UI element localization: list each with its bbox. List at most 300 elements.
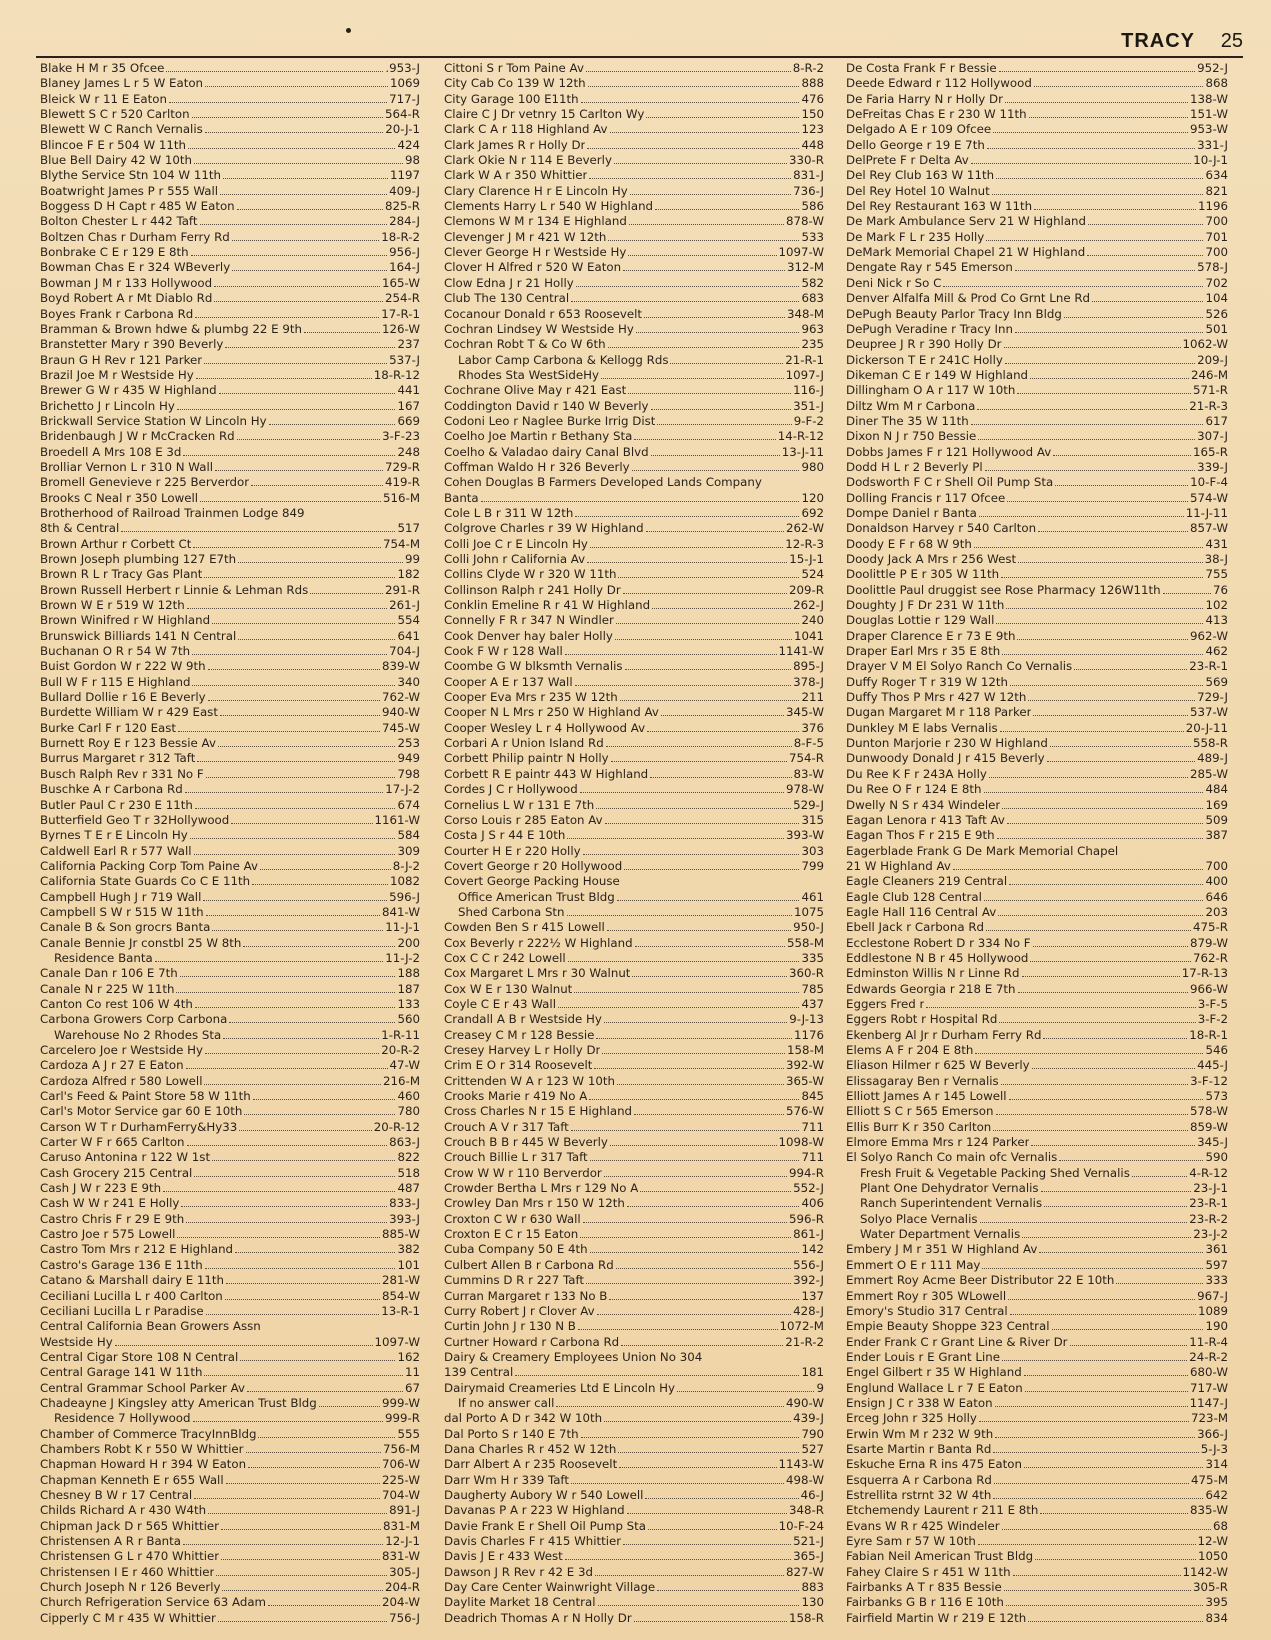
listing-name: Dengate Ray r 545 Emerson [846,260,1013,275]
listing-name: Coelho Joe Martin r Bethany Sta [444,429,633,444]
listing-entry [40,1442,420,1457]
dot-leader [195,1007,396,1008]
listing-name: Braun G H Rev r 121 Parker [40,352,203,367]
dot-leader [627,1513,787,1514]
listing-name: Emory's Studio 317 Central [846,1303,1008,1318]
listing-name: Davis J E r 433 West [444,1549,563,1564]
phone-number: 953-W [1190,122,1228,137]
listing-entry [846,537,1228,552]
dot-leader [193,547,381,548]
listing-entry [40,874,420,889]
dot-leader [982,1268,1203,1269]
listing-entry [40,1304,420,1319]
listing-entry [40,460,420,475]
dot-leader [985,470,1195,471]
dot-leader [268,1605,380,1606]
listing-name: Cooper Eva Mrs r 235 W 12th [444,690,618,705]
phone-number: 1097-W [374,1334,420,1349]
phone-number: 702 [1205,275,1228,290]
listing-name: Banta [444,490,479,505]
phone-number: 23-J-2 [1193,1227,1228,1242]
listing-entry [40,705,420,720]
listing-entry [846,690,1228,705]
phone-number: 437 [801,996,824,1011]
listing-name: Dairy & Creamery Employees Union No 304 [444,1349,703,1364]
dot-leader [251,485,383,486]
phone-number: 211 [801,690,824,705]
listing-name: Dugan Margaret M r 118 Parker [846,705,1032,720]
listing-entry [444,1227,824,1242]
phone-number: 967-J [1197,1288,1228,1303]
page-number: 25 [1220,30,1243,52]
listing-entry [40,598,420,613]
phone-number: 490-W [786,1395,824,1410]
phone-number: 878-W [786,214,824,229]
phone-number: 546 [1205,1043,1228,1057]
listing-entry [846,1519,1228,1534]
listing-name: Eggers Robt r Hospital Rd [846,1012,998,1027]
listing-name: Bullard Dollie r 16 E Beverly [40,690,206,705]
listing-entry [40,245,420,260]
phone-number: 393-J [389,1211,420,1226]
phone-number: 509 [1205,812,1228,827]
dot-leader [589,178,791,179]
phone-number: 475-R [1193,920,1228,935]
listing-entry [444,1473,824,1488]
listing-name: Dixon N J r 750 Bessie [846,429,977,444]
listing-name: Boltzen Chas r Durham Ferry Rd [40,229,230,244]
phone-number: 825-R [385,199,420,214]
listing-entry [846,1304,1228,1319]
listing-entry [444,920,824,935]
listing-entry [40,445,420,460]
listing-entry [444,736,824,751]
dot-leader [177,409,396,410]
dot-leader [252,884,388,885]
listing-name: Dairymaid Creameries Ltd E Lincoln Hy [444,1380,676,1395]
dot-leader [1033,946,1188,947]
listing-name: Club The 130 Central [444,291,570,306]
listing-entry [444,1534,824,1549]
listing-entry [846,1150,1228,1165]
listing-entry [40,307,420,322]
dot-leader [216,1575,387,1576]
listing-name: Residence 7 Hollywood [54,1411,191,1426]
listing-entry [40,613,420,628]
listing-entry [40,260,420,275]
listing-name: Denver Alfalfa Mill & Prod Co Grnt Lne Rd [846,291,1091,306]
listing-entry [846,1611,1228,1626]
phone-number: 854-W [382,1288,420,1303]
phone-number: 9-J-13 [789,1012,824,1027]
listing-entry [40,122,420,137]
listing-entry [40,184,420,199]
dot-leader [984,900,1204,901]
page-header [36,28,1243,58]
listing-entry [444,798,824,813]
phone-number: 1075 [793,904,824,919]
dot-leader [208,1513,387,1514]
phone-number: 1072-M [779,1319,824,1334]
listing-name: Broedell A Mrs 108 E 3d [40,444,182,459]
dot-leader [1002,1360,1187,1361]
dot-leader [655,209,799,210]
dot-leader [212,1160,395,1161]
listing-entry [846,1104,1228,1119]
listing-name: Doody Jack A Mrs r 256 West [846,552,1017,566]
listing-entry [846,936,1228,951]
phone-number: 138-W [1190,91,1228,106]
phone-number: 569 [1205,674,1228,689]
listing-entry [846,291,1228,306]
phone-number: 10-F-24 [778,1518,824,1533]
listing-entry [444,1319,824,1334]
phone-number: 798 [397,766,420,781]
listing-name: Edminston Willis N r Linne Rd [846,966,1020,981]
dot-leader [998,915,1203,916]
dot-leader [556,1406,784,1407]
listing-entry [444,122,824,137]
phone-number: 799 [801,858,824,873]
listing-entry [846,1043,1228,1058]
listing-name: Crowley Dan Mrs r 150 W 12th [444,1196,625,1211]
dot-leader [657,424,791,425]
phone-number: 785 [801,981,824,996]
listing-name: Clark James R r Holly Dr [444,137,586,152]
phone-number: 560 [397,1012,420,1027]
listing-entry [444,890,824,905]
phone-number: 431 [1205,536,1228,551]
listing-name: Ekenberg Al Jr r Durham Ferry Rd [846,1027,1042,1042]
phone-number: 360-R [789,966,824,981]
listing-name: Campbell Hugh J r 719 Wall [40,889,202,904]
dot-leader [645,1498,798,1499]
listing-name: Cox Margaret L Mrs r 30 Walnut [444,966,631,981]
dot-leader [1064,317,1204,318]
phone-number: 9 [816,1380,824,1395]
dot-leader [1002,1529,1211,1530]
listing-entry [40,1503,420,1518]
listing-name: Fabian Neil American Trust Bldg [846,1549,1034,1564]
listing-entry [444,1457,824,1472]
listing-name: Elmore Emma Mrs r 124 Parker [846,1135,1030,1150]
dot-leader [180,976,396,977]
phone-number: 711 [801,1119,824,1134]
listing-entry [846,276,1228,291]
listing-entry [40,368,420,383]
listing-entry [846,353,1228,368]
phone-number: 167 [397,398,420,413]
listing-name: Doolittle P E r 305 W 11th [846,567,1000,582]
phone-number: 888 [801,76,824,91]
listing-name: Erwin Wm M r 232 W 9th [846,1426,994,1441]
listing-entry [846,214,1228,229]
listing-name: Blewett S C r 520 Carlton [40,107,190,122]
dot-leader [1059,1160,1203,1161]
dot-leader [634,1114,784,1115]
dot-leader [1009,884,1203,885]
listing-name: Del Rey Club 163 W 11th [846,168,995,183]
listing-name: Cochrane Olive May r 421 East [444,383,627,398]
listing-entry [40,1074,420,1089]
dot-leader [1006,1605,1204,1606]
dot-leader [646,531,784,532]
listing-entry [846,429,1228,444]
listing-name: Ranch Superintendent Vernalis [860,1196,1043,1211]
listing-name: Daugherty Aubory W r 540 Lowell [444,1487,644,1502]
dot-leader [616,623,800,624]
listing-entry [40,1196,420,1211]
listing-name: Chipman Jack D r 565 Whittier [40,1518,219,1533]
dot-leader [617,900,800,901]
dot-leader [225,1299,380,1300]
phone-number: 284-J [389,214,420,229]
dot-leader [215,470,383,471]
listing-name: Cooper A E r 137 Wall [444,674,573,689]
listing-entry [444,245,824,260]
phone-number: 392-W [786,1058,824,1073]
dot-leader [992,194,1204,195]
dot-leader [1041,1191,1192,1192]
dot-leader [192,654,387,655]
listing-name: Clements Harry L r 540 W Highland [444,199,654,214]
listing-entry [846,1289,1228,1304]
phone-number: 98 [404,153,420,168]
dot-leader [987,148,1195,149]
phone-number: 309 [397,843,420,858]
listing-entry [40,1611,420,1626]
listing-entry [846,982,1228,997]
phone-number: 11 [404,1365,420,1380]
listing-name: Childs Richard A r 430 W4th [40,1503,207,1518]
listing-entry [444,214,824,229]
phone-number: 345-J [1197,1135,1228,1150]
phone-number: 12-J-1 [385,1534,420,1548]
phone-number: 20-R-12 [373,1119,420,1134]
dot-leader [590,547,783,548]
listing-name: Deede Edward r 112 Hollywood [846,76,1032,91]
dot-leader [601,378,784,379]
listing-entry [444,1519,824,1534]
listing-entry [40,322,420,337]
listing-entry [846,1012,1228,1027]
listing-entry [444,1442,824,1457]
listing-entry [40,537,420,552]
listing-name: Blue Bell Dairy 42 W 10th [40,153,192,168]
listing-name: Deni Nick r So C [846,275,942,290]
phone-number: 133 [397,996,420,1011]
dot-leader [996,1114,1189,1115]
listing-entry [40,644,420,659]
listing-entry [444,1273,824,1288]
listing-entry [444,690,824,705]
dot-leader [997,838,1204,839]
listing-entry [444,475,824,490]
phone-number: 895-J [793,659,824,674]
dot-leader [222,1590,383,1591]
phone-number: 999-R [385,1411,420,1426]
dot-leader [231,823,372,824]
listing-name: Collinson Ralph r 241 Holly Dr [444,582,621,597]
phone-number: 8-F-5 [793,736,824,751]
dot-leader [616,1268,791,1269]
listing-name: Daylite Market 18 Central [444,1595,596,1610]
listing-entry [846,644,1228,659]
listing-name: Branstetter Mary r 390 Beverly [40,337,224,352]
listing-entry [846,475,1228,490]
phone-number: 966-W [1190,981,1228,996]
phone-number: 586 [801,199,824,214]
dot-leader [247,1391,403,1392]
dot-leader [620,700,800,701]
listing-name: Del Rey Hotel 10 Walnut [846,183,990,198]
dot-leader [634,1621,787,1622]
dot-leader [205,132,383,133]
phone-number: 419-R [385,475,420,490]
listing-name: Cresey Harvey L r Holly Dr [444,1043,601,1057]
phone-number: 351-J [793,398,824,413]
listing-entry [846,76,1228,91]
dot-leader [176,992,395,993]
dot-leader [204,577,395,578]
listing-name: Fairbanks G B r 116 E 10th [846,1595,1004,1610]
dot-leader [1028,700,1195,701]
listing-entry [846,414,1228,429]
dot-leader [177,1237,380,1238]
phone-number: 1050 [1197,1549,1228,1564]
phone-number: 21-R-1 [785,352,824,367]
listing-entry [40,1335,420,1350]
phone-number: 729-J [1197,690,1228,705]
listing-entry [444,1580,824,1595]
phone-number: 461 [801,889,824,904]
phone-number: 123 [801,122,824,137]
phone-number: 700 [1205,214,1228,229]
dot-leader [187,608,387,609]
listing-entry [40,1181,420,1196]
listing-entry [40,828,420,843]
phone-number: 831-W [382,1549,420,1564]
listing-entry [444,107,824,122]
dot-leader [258,1437,395,1438]
dot-leader [205,1053,379,1054]
listing-name: Emmert Roy r 305 WLowell [846,1288,1007,1303]
listing-name: 139 Central [444,1365,514,1380]
listing-name: Christensen G L r 470 Whittier [40,1549,220,1564]
dot-leader [646,117,799,118]
listing-name: Edwards Georgia r 218 E 7th [846,981,1016,996]
dot-leader [623,1544,791,1545]
phone-number: 200 [397,935,420,950]
listing-entry [444,1196,824,1211]
dot-leader [618,577,799,578]
dot-leader [1053,455,1191,456]
dot-leader [186,1068,388,1069]
listing-name: Codoni Leo r Naglee Burke Irrig Dist [444,413,656,428]
listing-entry [40,1227,420,1242]
listing-entry [40,936,420,951]
listing-name: Boyes Frank r Carbona Rd [40,306,194,321]
listing-name: Brown Russell Herbert r Linnie & Lehman Rds [40,582,309,597]
listing-name: Shed Carbona Stn [458,904,565,919]
listing-name: Central Grammar School Parker Av [40,1380,245,1395]
dot-leader [581,1437,800,1438]
listing-entry [846,613,1228,628]
dot-leader [219,393,396,394]
listing-entry [846,828,1228,843]
listing-name: Castro's Garage 136 E 11th [40,1257,203,1272]
phone-number: 376 [801,720,824,735]
dot-leader [618,1452,799,1453]
phone-number: 564-R [385,107,420,122]
phone-number: 552-J [793,1181,824,1196]
listing-entry [40,1089,420,1104]
listing-name: Connelly F R r 347 N Windler [444,613,614,628]
dot-leader [187,1145,388,1146]
phone-number: 11-J-1 [385,920,420,935]
phone-number: 240 [801,613,824,628]
dot-leader [978,439,1195,440]
dot-leader [212,930,383,931]
dot-leader [614,163,787,164]
listing-name: Esarte Martin r Banta Rd [846,1441,992,1456]
listing-name: Cash W W r 241 E Holly [40,1196,180,1211]
listing-entry [846,506,1228,521]
listing-name: Buschke A r Carbona Rd [40,782,183,797]
listing-name: Clary Clarence H r E Lincoln Hy [444,183,628,198]
phone-number: 76 [1212,582,1228,597]
listing-entry [40,1488,420,1503]
dot-leader [221,1559,380,1560]
listing-entry [40,1150,420,1165]
listing-entry [444,291,824,306]
phone-number: 315 [801,812,824,827]
phone-number: 1176 [793,1027,824,1042]
dot-leader [243,946,395,947]
phone-number: 857-W [1190,521,1228,536]
dot-leader [589,1099,799,1100]
phone-number: 20-R-2 [381,1043,420,1057]
listing-name: Cox C C r 242 Lowell [444,950,566,965]
dot-leader [978,1544,1196,1545]
dot-leader [632,470,800,471]
dot-leader [993,1130,1188,1131]
listing-name: Central California Bean Growers Assn [40,1319,261,1334]
listing-name: Blewett W C Ranch Vernalis [40,122,203,137]
dot-leader [1013,1575,1181,1576]
listing-entry [846,199,1228,214]
listing-name: Elissagaray Ben r Vernalis [846,1073,999,1088]
listing-entry [444,1089,824,1104]
dot-leader [580,1237,791,1238]
listing-name: Dikeman C E r 149 W Highland [846,367,1029,382]
phone-number: .953-J [385,61,420,75]
listing-name: Crooks Marie r 419 No A [444,1089,588,1104]
phone-number: 254-R [385,291,420,306]
dot-leader [670,363,783,364]
phone-number: 597 [1205,1257,1228,1272]
phone-number: 439-J [793,1411,824,1426]
listing-entry [444,1212,824,1227]
listing-entry [444,936,824,951]
phone-number: 378-J [793,674,824,689]
listing-name: Claire C J Dr vetnry 15 Carlton Wy [444,107,645,122]
listing-entry [40,1365,420,1380]
listing-entry [444,506,824,521]
dot-leader [248,1467,380,1468]
listing-name: Cardoza Alfred r 580 Lowell [40,1073,203,1088]
listing-name: Brolliar Vernon L r 310 N Wall [40,459,213,474]
